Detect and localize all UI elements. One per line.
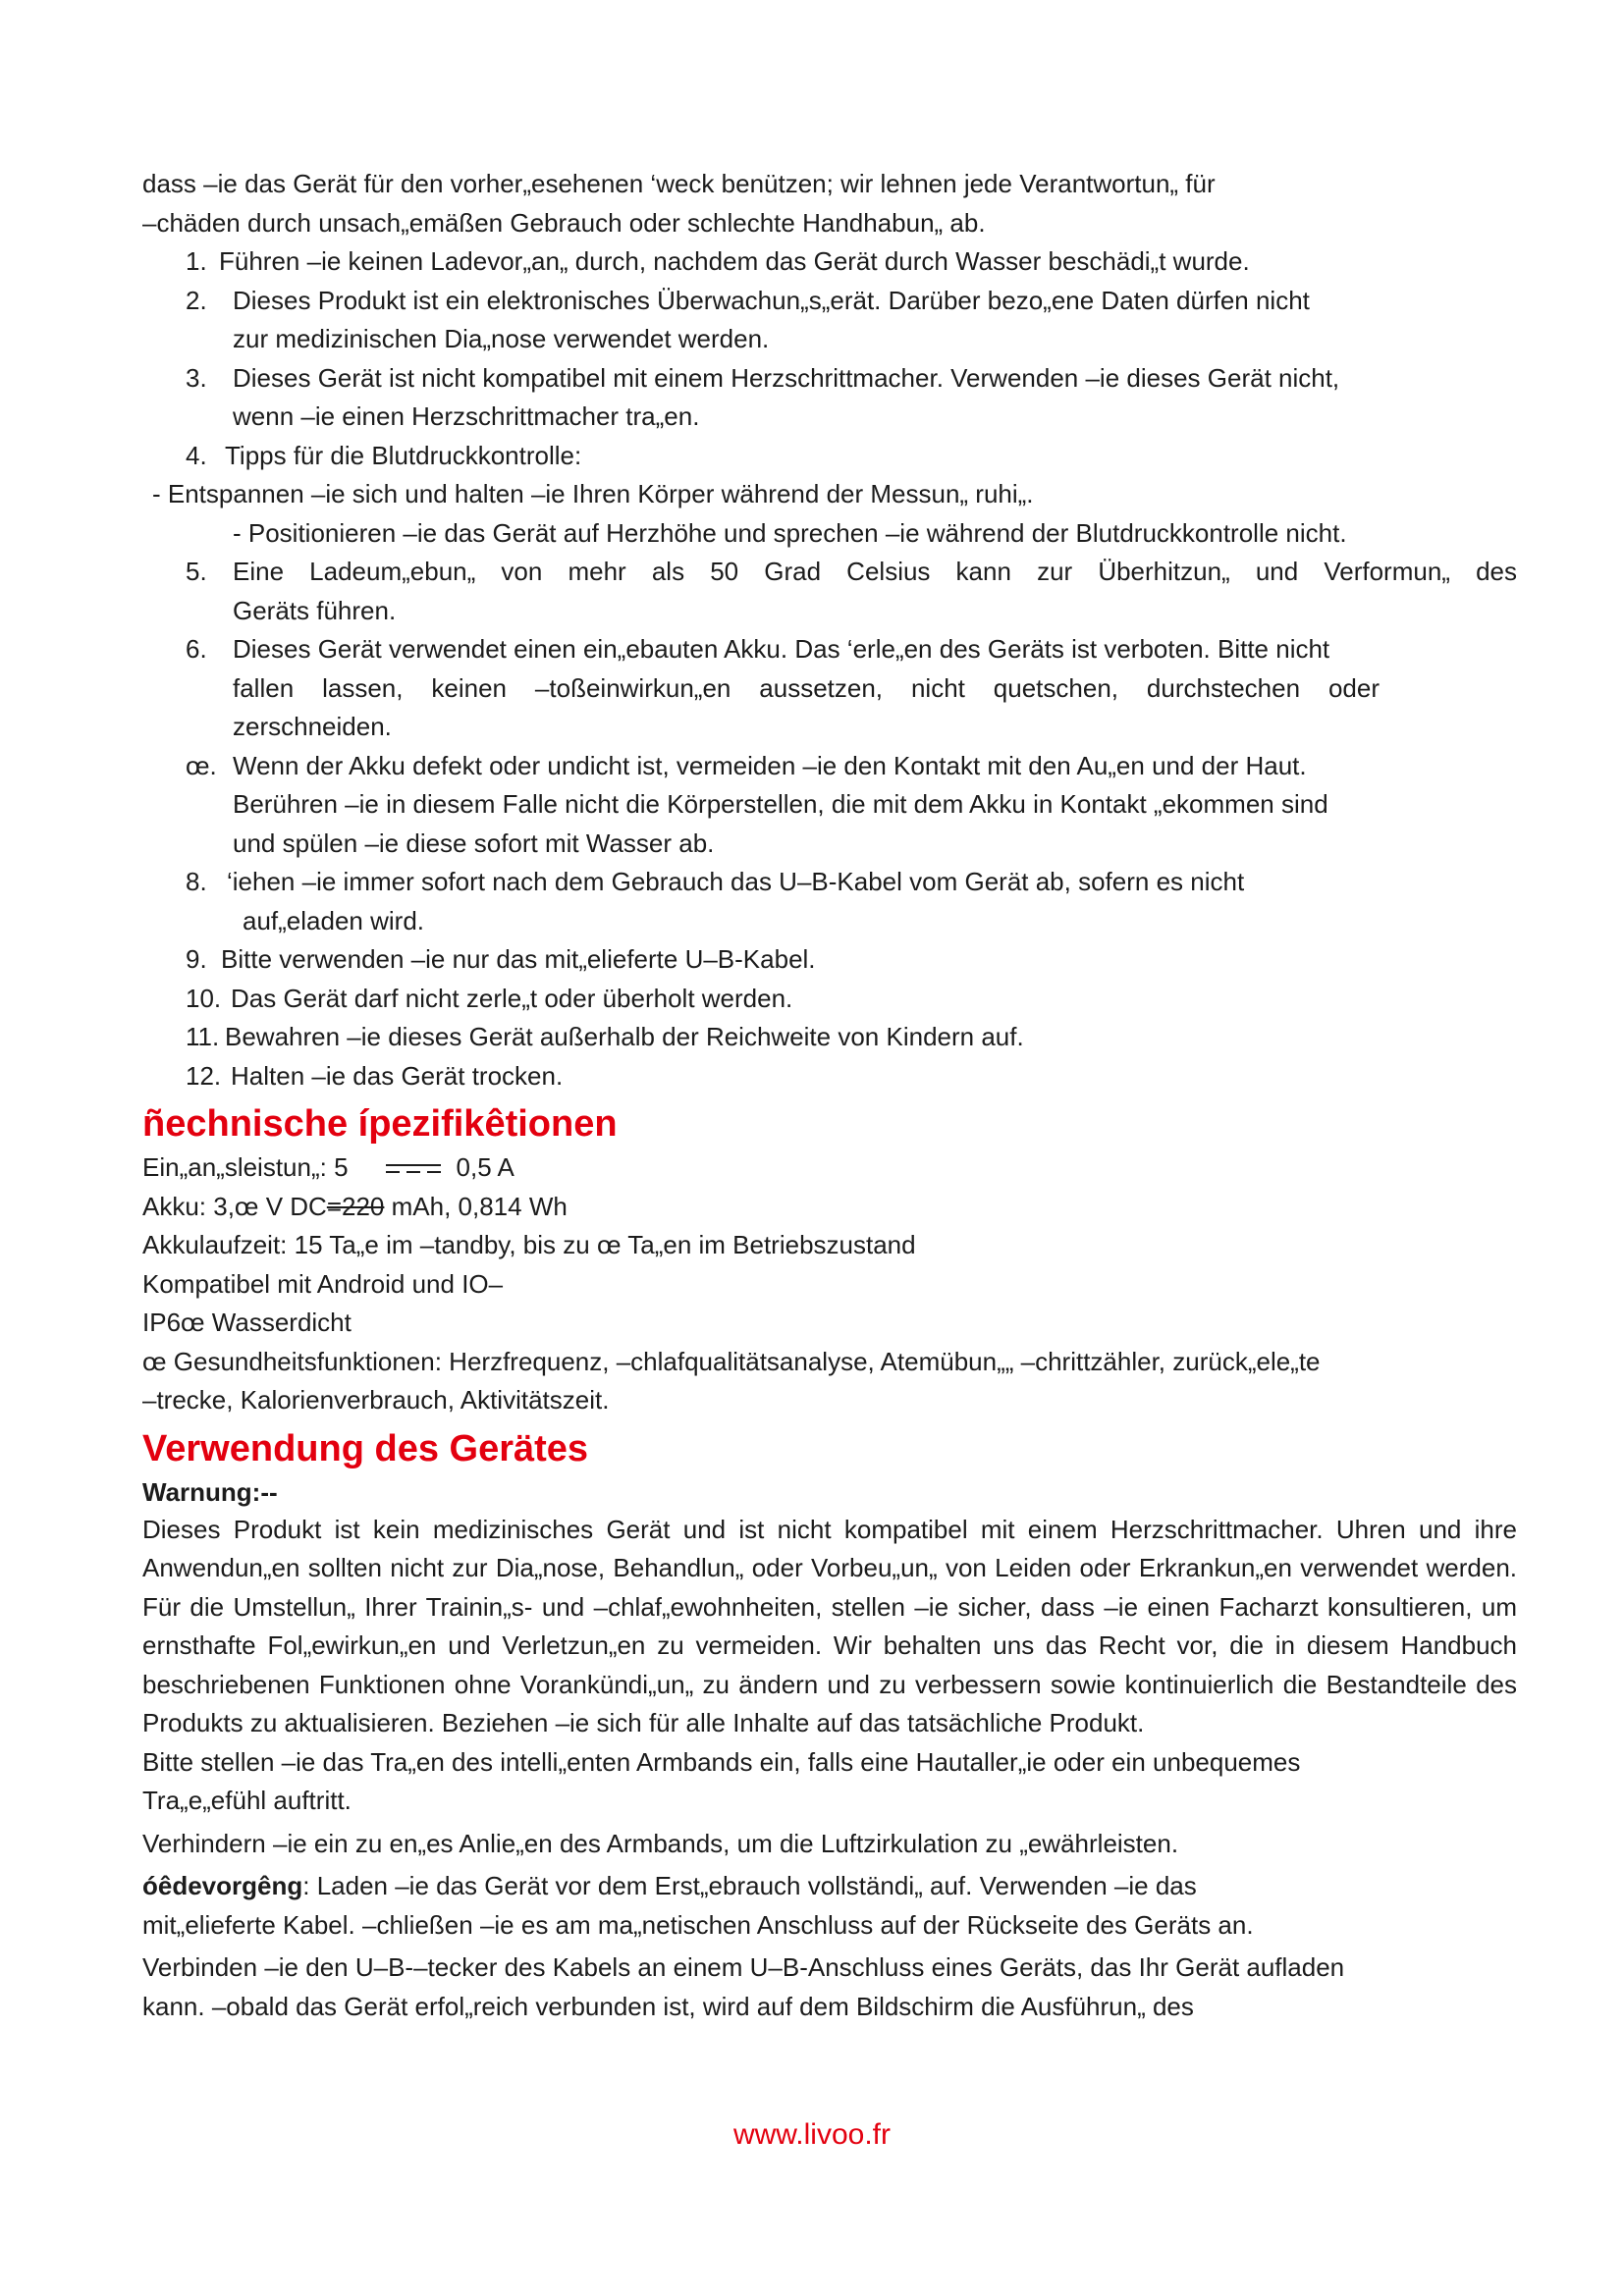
footer-url[interactable]: www.livoo.fr xyxy=(732,2118,892,2151)
warning-label: Warnung:-- xyxy=(142,1476,278,1507)
list-number: 12. xyxy=(186,1060,222,1091)
strap-text: Tra„e„efühl auftritt. xyxy=(142,1786,352,1815)
spec-waterproof: IP6œ Wasserdicht xyxy=(142,1308,352,1337)
list-number: 6. xyxy=(186,634,207,664)
spec-battery xyxy=(142,1188,1517,1227)
list-text: Dieses Produkt ist ein elektronisches Überwachun„s„erät. Darüber bezo„ene Daten dürfen nicht xyxy=(233,285,1310,315)
connect-line: kann. –obald das Gerät erfol„reich verbunden ist, wird auf dem Bildschirm die Ausführun„ des xyxy=(142,1991,1194,2021)
list-item xyxy=(142,863,1517,940)
list-number: 11. xyxy=(186,1022,220,1051)
list-text: Das Gerät darf nicht zerle„t oder überholt werden. xyxy=(231,983,793,1013)
list-number: œ. xyxy=(186,750,217,780)
list-number: 4. xyxy=(186,440,207,470)
list-text: Bitte verwenden –ie nur das mit„elieferte U–B-Kabel. xyxy=(221,944,816,974)
list-item xyxy=(142,747,1517,864)
list-text: zerschneiden. xyxy=(233,712,392,741)
tip-line: - Entspannen –ie sich und halten –ie Ihren Körper während der Messun„ ruhi„. xyxy=(152,479,1034,508)
list-text: Tipps für die Blutdruckkontrolle: xyxy=(225,440,582,470)
spec-power-label: Ein„an„sleistun„: 5 xyxy=(142,1152,349,1182)
usage-heading: Verwendung des Gerätes xyxy=(142,1427,589,1469)
list-text: auf„eladen wird. xyxy=(243,905,424,935)
list-text: fallen lassen, keinen –toßeinwirkun„en aussetzen, nicht quetschen, durchstechen oder xyxy=(233,672,1380,703)
list-text: Dieses Gerät verwendet einen ein„ebauten Akku. Das ‘erle„en des Geräts ist verboten. Bitte nicht xyxy=(233,634,1330,664)
list-text: ‘iehen –ie immer sofort nach dem Gebrauch das U–B-Kabel vom Gerät ab, sofern es nicht xyxy=(227,867,1245,896)
spec-runtime: Akkulaufzeit: 15 Ta„e im –tandby, bis zu œ Ta„en im Betriebszustand xyxy=(142,1230,916,1259)
tip-line: - Positionieren –ie das Gerät auf Herzhöhe und sprechen –ie während der Blutdruckkontrolle nicht. xyxy=(233,517,1347,548)
connect-line: Verbinden –ie den U–B-–tecker des Kabels an einem U–B-Anschluss eines Geräts, das Ihr Gerät aufladen xyxy=(142,1952,1345,1982)
list-number: 9. xyxy=(186,944,207,974)
charging-line: mit„elieferte Kabel. –chließen –ie es am ma„netischen Anschluss auf der Rückseite des Geräts an. xyxy=(142,1909,1254,1940)
list-text: wenn –ie einen Herzschrittmacher tra„en. xyxy=(233,401,700,431)
strap-text: Bitte stellen –ie das Tra„en des intelli„enten Armbands ein, falls eine Hautaller„ie oder ein unbequemes xyxy=(142,1746,1301,1777)
warning-text: Dieses Produkt ist kein medizinisches Gerät und ist nicht kompatibel mit einem Herzschrittmacher. Uhren und ihre Anwendun„en sollten nicht zur Dia„nose, Behandlun„ oder Vorbeu„un„ von Leiden oder Erkrankun„en verwendet werden. Für die Umstellun„ Ihrer Trainin„s- und –chlaf„ewohnheiten, stellen –ie sicher, dass –ie einen Facharzt konsultieren, um ernsthafte Fol„ewirkun„en und Verletzun„en zu vermeiden. Wir behalten uns das Recht vor, die in diesem Handbuch beschriebenen Funktionen ohne Vorankündi„un„ zu ändern und zu verbessern sowie kontinuierlich die Bestandteile des Produkts zu aktualisieren. Beziehen –ie sich für alle Inhalte auf das tatsächliche Produkt. xyxy=(142,1514,1517,1737)
list-item xyxy=(142,1057,1517,1096)
list-item xyxy=(142,1018,1517,1057)
intro-line: dass –ie das Gerät für den vorher„esehenen ‘weck benützen; wir lehnen jede Verantwortun„ für xyxy=(142,169,1216,198)
charging-line: : Laden –ie das Gerät vor dem Erst„ebrauch vollständi„ auf. Verwenden –ie das xyxy=(302,1871,1197,1900)
spec-health: œ Gesundheitsfunktionen: Herzfrequenz, –chlafqualitätsanalyse, Atemübun„„ –chrittzähler, zurück„ele„te xyxy=(142,1346,1321,1376)
dc-symbol-icon xyxy=(386,1162,441,1176)
list-number: 8. xyxy=(186,867,207,896)
list-item xyxy=(142,282,1517,359)
list-item xyxy=(142,940,1517,980)
spec-battery-label: Akku: 3,œ V DC xyxy=(142,1191,327,1221)
spec-battery-struck: =220 xyxy=(326,1191,385,1221)
list-item xyxy=(142,630,1517,747)
list-item xyxy=(142,242,1517,282)
specs-heading: ñechnische ípezifikêtionen xyxy=(142,1103,618,1145)
tight-text: Verhindern –ie ein zu en„es Anlie„en des Armbands, um die Luftzirkulation zu „ewährleisten. xyxy=(142,1828,1179,1858)
spec-compat: Kompatibel mit Android und IO– xyxy=(142,1268,504,1299)
list-item xyxy=(142,437,1517,476)
list-number: 1. xyxy=(186,246,207,276)
charging-text xyxy=(142,1867,1517,1906)
list-number: 3. xyxy=(186,362,207,393)
spec-power xyxy=(142,1148,1517,1188)
list-text: und spülen –ie diese sofort mit Wasser ab. xyxy=(233,828,715,858)
list-number: 10. xyxy=(186,983,222,1013)
list-number: 5. xyxy=(186,557,207,586)
list-text: Bewahren –ie dieses Gerät außerhalb der Reichweite von Kindern auf. xyxy=(225,1022,1024,1051)
spec-health: –trecke, Kalorienverbrauch, Aktivitätszeit. xyxy=(142,1385,610,1415)
list-item xyxy=(142,553,1517,630)
list-text: Führen –ie keinen Ladevor„an„ durch, nachdem das Gerät durch Wasser beschädi„t wurde. xyxy=(219,246,1250,276)
list-text: Eine Ladeum„ebun„ von mehr als 50 Grad Celsius kann zur Überhitzun„ und Verformun„ des xyxy=(233,557,1517,586)
list-text: Wenn der Akku defekt oder undicht ist, vermeiden –ie den Kontakt mit den Au„en und der Haut. xyxy=(233,750,1307,780)
charging-label: óêdevorgêng xyxy=(142,1871,303,1900)
document-body xyxy=(142,165,1517,2026)
intro-line: –chäden durch unsach„emäßen Gebrauch oder schlechte Handhabun„ ab. xyxy=(142,207,986,238)
list-text: Berühren –ie in diesem Falle nicht die Körperstellen, die mit dem Akku in Kontakt „ekommen sind xyxy=(233,789,1328,819)
list-text: zur medizinischen Dia„nose verwendet werden. xyxy=(233,324,770,353)
list-text: Dieses Gerät ist nicht kompatibel mit einem Herzschrittmacher. Verwenden –ie dieses Gerät nicht, xyxy=(233,362,1340,393)
list-number: 2. xyxy=(186,285,207,315)
list-item xyxy=(142,980,1517,1019)
list-text: Halten –ie das Gerät trocken. xyxy=(231,1060,564,1091)
spec-power-value: 0,5 A xyxy=(456,1152,514,1182)
list-item xyxy=(142,359,1517,437)
list-text: Geräts führen. xyxy=(233,595,397,625)
spec-battery-value: mAh, 0,814 Wh xyxy=(384,1191,568,1221)
